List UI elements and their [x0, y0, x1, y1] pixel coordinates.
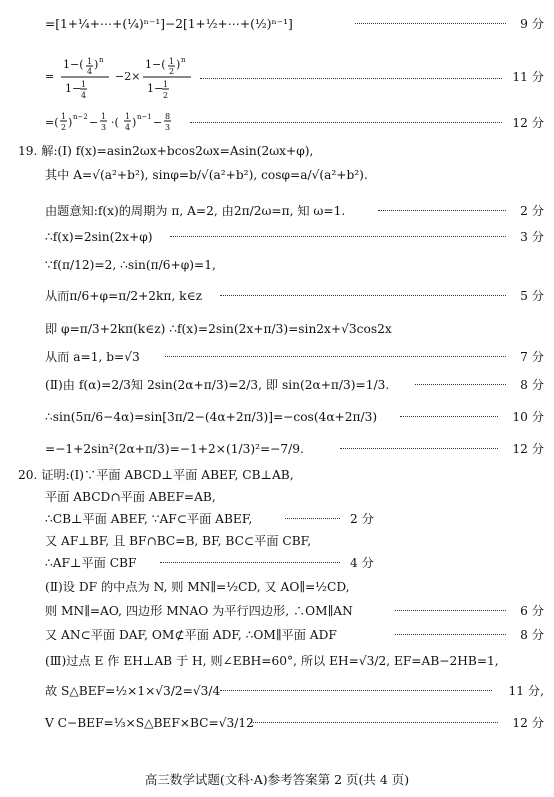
svg-text:1: 1: [61, 112, 67, 121]
svg-text:2: 2: [169, 67, 175, 76]
svg-text:1−(: 1−(: [145, 58, 166, 71]
svg-text:−2×: −2×: [115, 70, 141, 83]
score-mark: 3 分: [520, 230, 544, 244]
formula-text: ∴CB⊥平面 ABEF, ∵AF⊂平面 ABEF,: [45, 512, 253, 526]
dot-leader: [415, 384, 506, 385]
svg-text:): ): [176, 58, 181, 71]
svg-text:4: 4: [81, 91, 87, 100]
score-mark: 12 分: [512, 116, 544, 130]
composite-fraction-formula: [45, 52, 245, 100]
formula-text: 从而 a=1, b=√3: [45, 350, 140, 364]
score-mark: 5 分: [520, 289, 544, 303]
solution-line: [0, 438, 554, 460]
page-footer: 高三数学试题(文科·A)参考答案第 2 页(共 4 页): [144, 772, 410, 787]
dot-leader: [340, 448, 498, 449]
svg-text:2: 2: [61, 123, 67, 132]
score-mark: 8 分: [520, 628, 544, 642]
formula-text: 从而π/6+φ=π/2+2kπ, k∈z: [45, 289, 203, 303]
solution-line: [0, 285, 554, 307]
svg-text:1: 1: [163, 80, 169, 89]
solution-line: [0, 486, 554, 508]
solution-line: [0, 52, 554, 100]
svg-text:): ): [94, 58, 99, 71]
score-mark: 2 分: [520, 204, 544, 218]
solution-line: [0, 226, 554, 248]
dot-leader: [355, 23, 506, 24]
score-mark: 12 分: [512, 716, 544, 730]
solution-line: [0, 576, 554, 598]
svg-text:−: −: [89, 116, 99, 129]
formula-text: =[1+¼+⋯+(¼)ⁿ⁻¹]−2[1+½+⋯+(½)ⁿ⁻¹]: [45, 17, 293, 31]
formula-text: ∴sin(5π/6−4α)=sin[3π/2−(4α+2π/3)]=−cos(4α+2π/3): [45, 410, 378, 424]
score-mark: 10 分: [512, 410, 544, 424]
formula-text: ∴AF⊥平面 CBF: [45, 556, 137, 570]
solution-line: [0, 680, 554, 702]
solution-line: [0, 624, 554, 646]
solution-line: [0, 200, 554, 222]
fraction-power-formula: [45, 108, 235, 138]
dot-leader: [220, 295, 506, 296]
solution-line: [0, 600, 554, 622]
dot-leader: [400, 416, 498, 417]
solution-line: [0, 318, 554, 340]
svg-text:1: 1: [81, 80, 87, 89]
solution-line: [0, 508, 554, 530]
solution-line: [0, 254, 554, 276]
solution-line: [0, 712, 554, 734]
svg-text:4: 4: [87, 67, 93, 76]
formula-text: 又 AN⊂平面 DAF, OM⊄平面 ADF, ∴OM∥平面 ADF: [45, 628, 337, 642]
solution-line: [0, 108, 554, 138]
formula-text: 又 AF⊥BF, 且 BF∩BC=B, BF, BC⊂平面 CBF,: [45, 534, 312, 548]
svg-text:n: n: [99, 56, 104, 64]
svg-text:n−1: n−1: [137, 113, 152, 121]
formula-text: ∴f(x)=2sin(2x+φ): [45, 230, 153, 244]
svg-text:1: 1: [87, 57, 93, 66]
solution-line: [0, 530, 554, 552]
formula-text: 则 MN∥=AO, 四边形 MNAO 为平行四边形, ∴OM∥AN: [45, 604, 353, 618]
svg-text:n: n: [181, 56, 186, 64]
dot-leader: [170, 236, 506, 237]
formula-text: 由题意知:f(x)的周期为 π, A=2, 由2π/2ω=π, 知 ω=1.: [45, 204, 346, 218]
solution-line: [0, 346, 554, 368]
formula-text: ∵f(π/12)=2, ∴sin(π/6+φ)=1,: [45, 258, 216, 272]
svg-text:3: 3: [165, 123, 171, 132]
solution-line: [0, 552, 554, 574]
svg-text:1−: 1−: [65, 82, 82, 95]
formula-text: 平面 ABCD∩平面 ABEF=AB,: [45, 490, 216, 504]
dot-leader: [200, 78, 502, 79]
svg-text:): ): [132, 116, 137, 129]
formula-text: (Ⅱ)设 DF 的中点为 N, 则 MN∥=½CD, 又 AO∥=½CD,: [45, 580, 350, 594]
formula-text: V C−BEF=⅓×S△BEF×BC=√3/12: [45, 716, 254, 730]
svg-text:1: 1: [169, 57, 175, 66]
dot-leader: [250, 722, 498, 723]
dot-leader: [165, 356, 506, 357]
dot-leader: [395, 634, 506, 635]
score-mark: 6 分: [520, 604, 544, 618]
score-mark: 11 分,: [508, 684, 544, 698]
dot-leader: [160, 562, 340, 563]
solution-line: [0, 406, 554, 428]
svg-text:=(: =(: [45, 116, 59, 129]
score-mark: 4 分: [350, 556, 374, 570]
svg-text:): ): [68, 116, 73, 129]
svg-text:8: 8: [165, 112, 171, 121]
solution-line: [0, 650, 554, 672]
solution-line: [0, 13, 554, 35]
question-19-heading: [0, 140, 554, 162]
svg-text:1−(: 1−(: [63, 58, 84, 71]
score-mark: 11 分: [512, 70, 544, 84]
score-mark: 7 分: [520, 350, 544, 364]
svg-text:1: 1: [101, 112, 107, 121]
formula-text: (Ⅲ)过点 E 作 EH⊥AB 于 H, 则∠EBH=60°, 所以 EH=√3/2, EF=AB−2HB=1,: [45, 654, 499, 668]
svg-text:=: =: [45, 70, 55, 83]
solution-line: [0, 374, 554, 396]
formula-text: 即 φ=π/3+2kπ(k∈z) ∴f(x)=2sin(2x+π/3)=sin2x+√3cos2x: [45, 322, 392, 336]
score-mark: 8 分: [520, 378, 544, 392]
dot-leader: [285, 518, 340, 519]
svg-text:4: 4: [125, 123, 131, 132]
formula-text: =−1+2sin²(2α+π/3)=−1+2×(1/3)²=−7/9.: [45, 442, 304, 456]
formula-text: 故 S△BEF=½×1×√3/2=√3/4: [45, 684, 221, 698]
question-text: 20. 证明:(Ⅰ)∵平面 ABCD⊥平面 ABEF, CB⊥AB,: [18, 468, 294, 482]
question-text: 19. 解:(Ⅰ) f(x)=asin2ωx+bcos2ωx=Asin(2ωx+φ),: [18, 144, 314, 158]
formula-text: 其中 A=√(a²+b²), sinφ=b/√(a²+b²), cosφ=a/√(a²+b²).: [45, 168, 368, 182]
question-20-heading: [0, 464, 554, 486]
dot-leader: [220, 690, 492, 691]
svg-text:1−: 1−: [147, 82, 164, 95]
svg-text:n−2: n−2: [73, 113, 88, 121]
svg-text:−: −: [153, 116, 163, 129]
formula-text: (Ⅱ)由 f(α)=2/3知 2sin(2α+π/3)=2/3, 即 sin(2α+π/3)=1/3.: [45, 378, 390, 392]
dot-leader: [378, 210, 506, 211]
score-mark: 2 分: [350, 512, 374, 526]
score-mark: 9 分: [520, 17, 544, 31]
dot-leader: [190, 122, 502, 123]
svg-text:3: 3: [101, 123, 107, 132]
svg-text:1: 1: [125, 112, 131, 121]
svg-text:·(: ·(: [111, 116, 119, 129]
svg-text:2: 2: [163, 91, 169, 100]
dot-leader: [395, 610, 506, 611]
score-mark: 12 分: [512, 442, 544, 456]
solution-line: [0, 164, 554, 186]
